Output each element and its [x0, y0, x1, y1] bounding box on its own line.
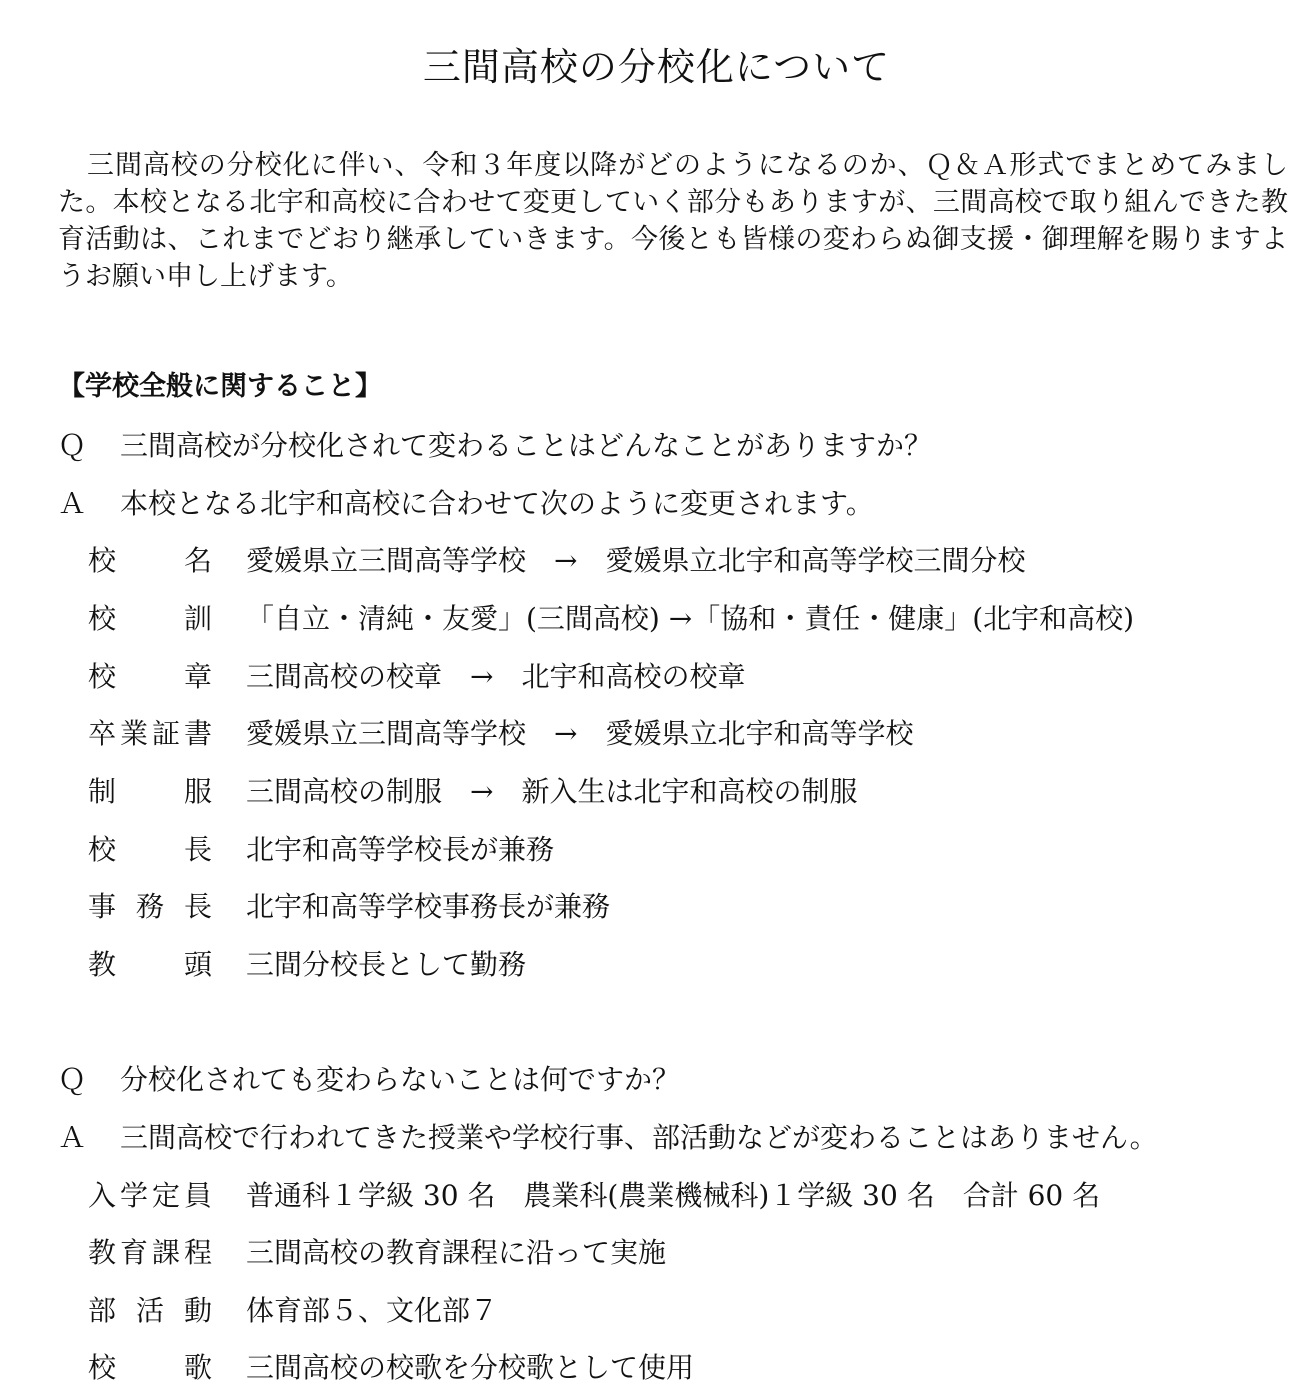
- question-mark: Ｑ: [58, 429, 87, 462]
- item-label: 制服: [88, 775, 212, 808]
- item-label: 入学定員: [88, 1179, 212, 1212]
- list-item: [88, 1346, 694, 1386]
- list-item: [88, 655, 745, 695]
- item-label: 部活動: [88, 1294, 212, 1327]
- answer-mark: Ａ: [58, 1121, 87, 1154]
- list-item: [88, 712, 913, 752]
- item-value: 普通科１学級 30 名 農業科(農業機械科)１学級 30 名 合計 60 名: [246, 1179, 1101, 1212]
- question-mark: Ｑ: [58, 1063, 87, 1096]
- list-item: [88, 828, 554, 868]
- item-value: 北宇和高等学校事務長が兼務: [246, 890, 611, 923]
- item-label: 校章: [88, 660, 212, 693]
- question-1: [58, 424, 932, 464]
- answer-1: [58, 482, 874, 522]
- item-label: 教育課程: [88, 1236, 212, 1269]
- answer-mark: Ａ: [58, 487, 87, 520]
- list-item: [88, 1289, 498, 1329]
- page-title: 三間高校の分校化について: [422, 45, 891, 89]
- item-value: 三間高校の制服 → 新入生は北宇和高校の制服: [246, 775, 858, 808]
- question-2: [58, 1058, 680, 1098]
- item-label: 校訓: [88, 602, 212, 635]
- item-value: 「自立・清純・友愛」(三間高校) →「協和・責任・健康」(北宇和高校): [246, 602, 1135, 635]
- intro-paragraph: 三間高校の分校化に伴い、令和３年度以降がどのようになるのか、Ｑ＆Ａ形式でまとめてみました。本校となる北宇和高校に合わせて変更していく部分もありますが、三間高校で取り組んできた教育活動は、これまでどおり継承していきます。今後とも皆様の変わらぬ御支援・御理解を賜りますようお願い申し上げます。: [58, 150, 1288, 292]
- item-value: 三間分校長として勤務: [246, 948, 527, 981]
- list-item: [88, 539, 1025, 579]
- question-text: 分校化されても変わらないことは何ですか？: [120, 1063, 681, 1096]
- item-label: 卒業証書: [88, 717, 212, 750]
- item-value: 三間高校の教育課程に沿って実施: [246, 1236, 667, 1269]
- item-label: 校名: [88, 544, 212, 577]
- question-text: 三間高校が分校化されて変わることはどんなことがありますか？: [120, 429, 933, 462]
- item-label: 校長: [88, 833, 212, 866]
- item-value: 三間高校の校歌を分校歌として使用: [246, 1351, 695, 1384]
- item-label: 校歌: [88, 1351, 212, 1384]
- answer-text: 本校となる北宇和高校に合わせて次のように変更されます。: [120, 487, 874, 520]
- item-value: 三間高校の校章 → 北宇和高校の校章: [246, 660, 746, 693]
- list-item: [88, 770, 857, 810]
- item-label: 事務長: [88, 890, 212, 923]
- answer-2: [58, 1116, 1158, 1156]
- item-label: 教頭: [88, 948, 212, 981]
- item-value: 体育部５、文化部７: [246, 1294, 499, 1327]
- answer-text: 三間高校で行われてきた授業や学校行事、部活動などが変わることはありません。: [120, 1121, 1158, 1154]
- section-heading: 【学校全般に関すること】: [58, 371, 382, 402]
- item-value: 北宇和高等学校長が兼務: [246, 833, 555, 866]
- list-item: [88, 943, 526, 983]
- item-value: 愛媛県立三間高等学校 → 愛媛県立北宇和高等学校: [246, 717, 914, 750]
- item-value: 愛媛県立三間高等学校 → 愛媛県立北宇和高等学校三間分校: [246, 544, 1026, 577]
- list-item: [88, 1231, 666, 1271]
- list-item: [88, 597, 1134, 637]
- list-item: [88, 885, 610, 925]
- list-item: [88, 1174, 1100, 1214]
